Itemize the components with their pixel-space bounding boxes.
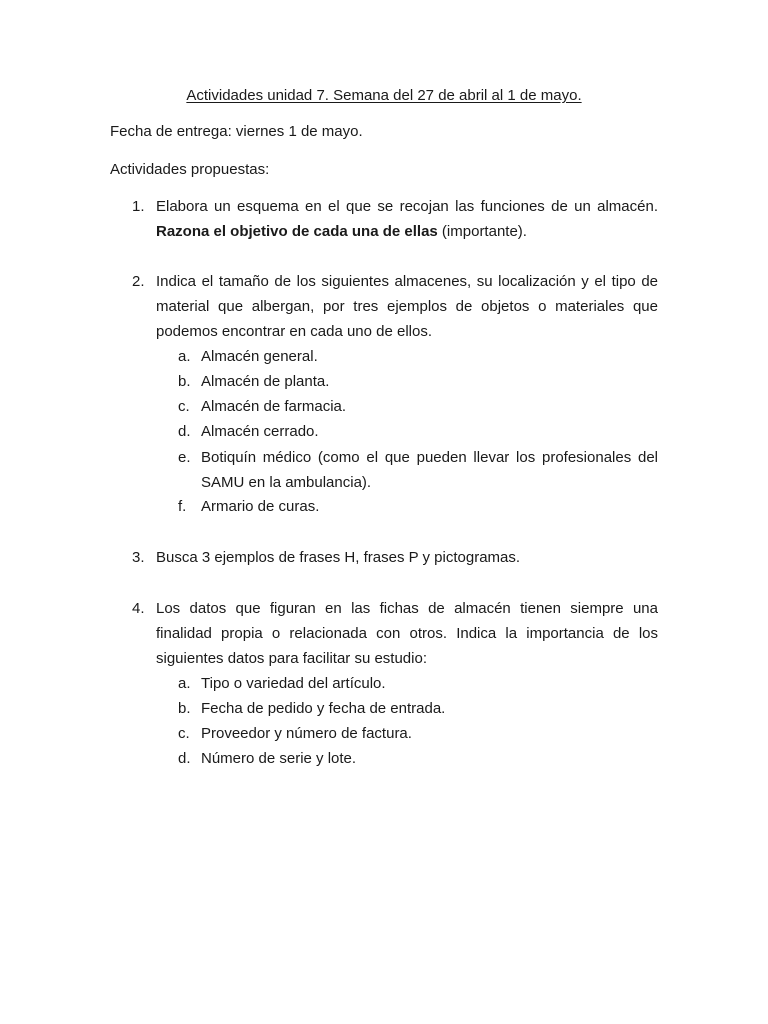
subitem-text: Número de serie y lote. (201, 750, 357, 767)
subitem-letter: f. (178, 498, 187, 515)
item-number: 2. (132, 273, 145, 290)
subitem-text: Almacén general. (201, 348, 318, 365)
subitem-letter: b. (178, 700, 191, 717)
subitem-text: Botiquín médico (como el que pueden llevar los profesionales del (201, 449, 658, 466)
subitem-letter: e. (178, 449, 191, 466)
item-number: 3. (132, 549, 145, 566)
item-1-line-2 (156, 222, 527, 242)
item-4-line-3: siguientes datos para facilitar su estudio: (156, 650, 427, 667)
subitem-letter: d. (178, 750, 191, 767)
item-2-line-2: material que albergan, por tres ejemplos de objetos o materiales que (156, 298, 658, 315)
subitem-text: Almacén cerrado. (201, 423, 319, 440)
document-title: Actividades unidad 7. Semana del 27 de abril al 1 de mayo. (186, 87, 582, 104)
subitem-letter: a. (178, 348, 191, 365)
item-number: 1. (132, 198, 145, 215)
item-3-text: Busca 3 ejemplos de frases H, frases P y pictogramas. (156, 549, 521, 566)
subitem-text: Almacén de farmacia. (201, 398, 347, 415)
item-1-bold-text: Razona el objetivo de cada una de ellas (156, 223, 438, 240)
item-1-rest-text: (importante). (437, 223, 527, 240)
subitem-text: Tipo o variedad del artículo. (201, 675, 386, 692)
item-4-line-2: finalidad propia o relacionada con otros. Indica la importancia de los (156, 625, 658, 642)
subitem-text-continued: SAMU en la ambulancia). (201, 474, 372, 491)
subitem-letter: a. (178, 675, 191, 692)
subitem-text: Armario de curas. (201, 498, 320, 515)
item-number: 4. (132, 600, 145, 617)
subitem-text: Fecha de pedido y fecha de entrada. (201, 700, 446, 717)
subitem-text: Proveedor y número de factura. (201, 725, 412, 742)
intro-label: Actividades propuestas: (110, 161, 270, 178)
item-4-line-1: Los datos que figuran en las fichas de almacén tienen siempre una (156, 600, 658, 617)
subitem-letter: d. (178, 423, 191, 440)
due-date: Fecha de entrega: viernes 1 de mayo. (110, 123, 363, 140)
item-1-line-1: Elabora un esquema en el que se recojan las funciones de un almacén. (156, 198, 658, 215)
item-2-line-3: podemos encontrar en cada uno de ellos. (156, 323, 433, 340)
subitem-text: Almacén de planta. (201, 373, 330, 390)
subitem-letter: c. (178, 398, 190, 415)
item-2-line-1: Indica el tamaño de los siguientes almacenes, su localización y el tipo de (156, 273, 658, 290)
subitem-letter: c. (178, 725, 190, 742)
subitem-letter: b. (178, 373, 191, 390)
